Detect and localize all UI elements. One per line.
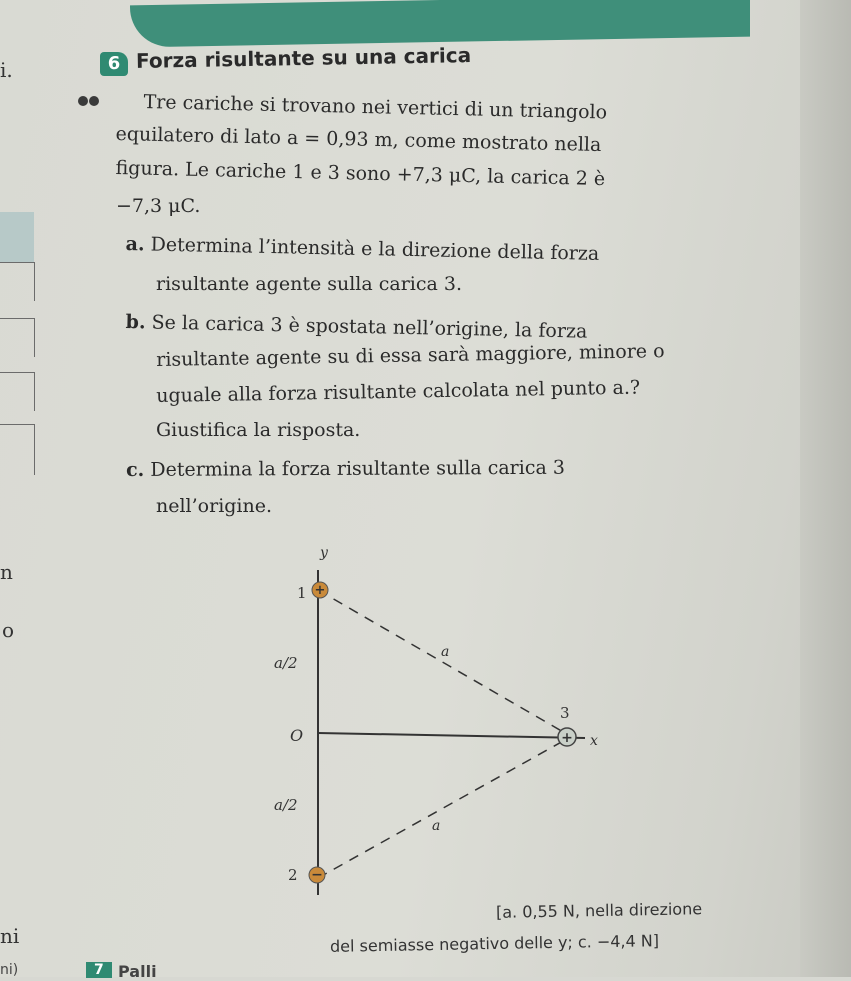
intro-line: Tre cariche si trovano nei vertici di un triangolo xyxy=(143,90,608,124)
next-problem-title-fragment: Palli xyxy=(118,962,157,981)
part-c-label: c. xyxy=(126,458,145,481)
problem-title: Forza risultante su una carica xyxy=(135,43,472,73)
x-axis-label: x xyxy=(590,733,598,749)
origin-label: O xyxy=(290,726,304,745)
side-upper-label: a xyxy=(441,644,450,660)
part-b-label: b. xyxy=(125,310,146,334)
margin-fragment: ni xyxy=(0,924,20,948)
charge-2 xyxy=(309,867,325,883)
y-axis-label: y xyxy=(320,545,328,561)
answer-line: [a. 0,55 N, nella direzione xyxy=(495,899,703,922)
part-a-line: risultante agente sulla carica 3. xyxy=(156,273,463,295)
margin-fragment: ni) xyxy=(0,962,19,978)
next-problem-number: 7 xyxy=(86,962,112,978)
part-b-line: risultante agente su di essa sarà maggiore, minore o xyxy=(156,340,665,371)
part-b-text: Se la carica 3 è spostata nell’origine, la forza xyxy=(151,311,588,343)
charge-2-label: 2 xyxy=(288,866,298,884)
charge-1-label: 1 xyxy=(297,584,307,602)
side-1-3 xyxy=(318,590,565,733)
part-a-text: Determina l’intensità e la direzione della forza xyxy=(150,233,600,265)
half-side-upper-label: a/2 xyxy=(274,654,298,672)
side-lower-label: a xyxy=(432,818,441,834)
margin-fragment: n xyxy=(0,560,13,584)
margin-fragment: i. xyxy=(0,58,13,82)
charge-1-sign: + xyxy=(314,583,326,598)
part-b-line: uguale alla forza risultante calcolata nel punto a.? xyxy=(156,376,641,407)
answer-line: del semiasse negativo delle y; c. −4,4 N] xyxy=(329,931,660,956)
side-2-3 xyxy=(318,740,565,878)
x-axis xyxy=(318,733,585,738)
part-b-line: Giustifica la risposta. xyxy=(156,419,361,441)
part-c-line: nell’origine. xyxy=(156,495,273,517)
charge-1 xyxy=(312,582,328,598)
part-c-text: Determina la forza risultante sulla carica 3 xyxy=(150,456,565,481)
half-side-lower-label: a/2 xyxy=(274,796,298,814)
intro-line: −7,3 μC. xyxy=(116,195,201,217)
intro-line: equilatero di lato a = 0,93 m, come mostrato nella xyxy=(115,122,602,157)
charge-3 xyxy=(558,728,576,746)
intro-line: figura. Le cariche 1 e 3 sono +7,3 μC, la carica 2 è xyxy=(115,156,606,191)
charge-3-label: 3 xyxy=(560,704,570,722)
charge-3-sign: + xyxy=(561,730,573,746)
charge-2-sign: − xyxy=(311,867,323,883)
problem-number-badge: 6 xyxy=(100,52,128,76)
margin-fragment: o xyxy=(2,618,15,642)
part-a-label: a. xyxy=(125,232,145,256)
